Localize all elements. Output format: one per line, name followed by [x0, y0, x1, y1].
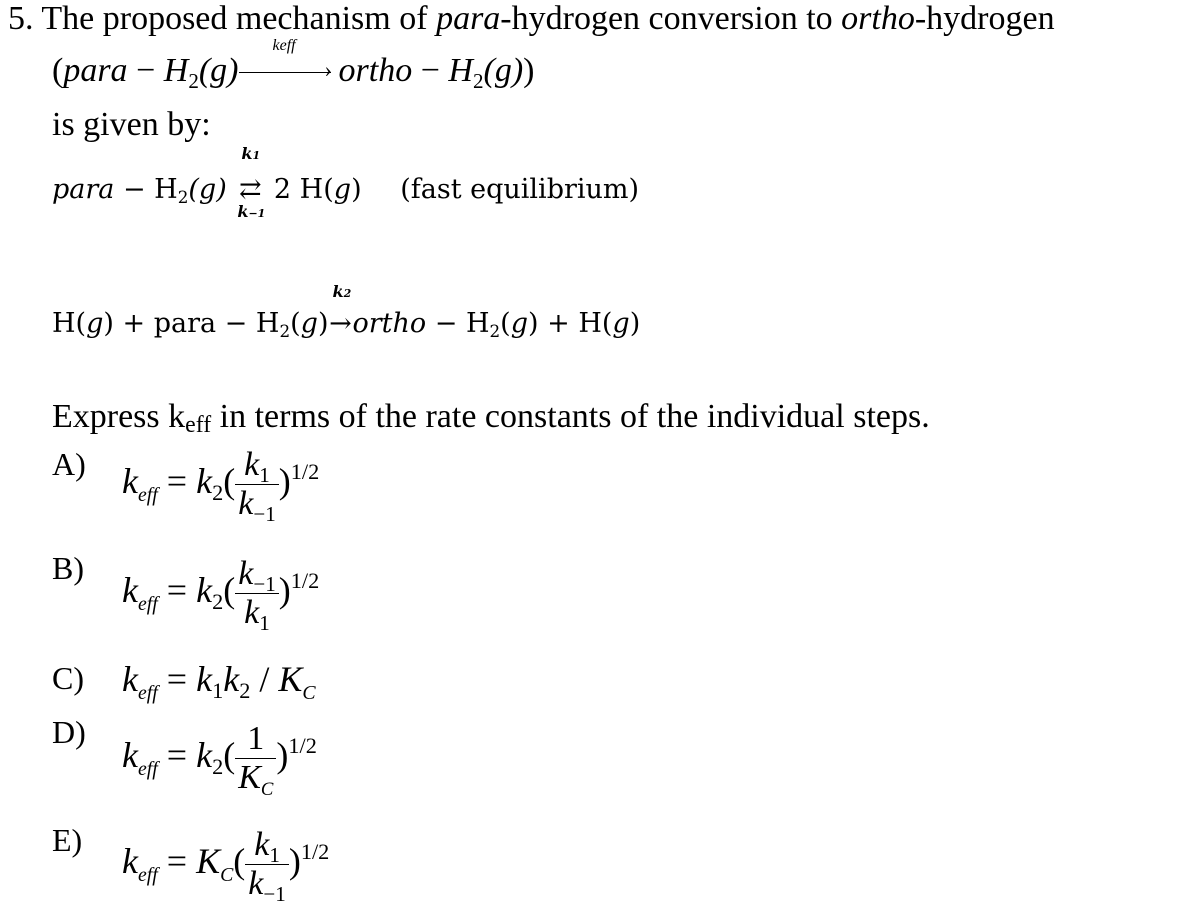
mechanism-step-2	[52, 282, 641, 342]
gas-4: g	[612, 308, 630, 339]
k-1-label: k−1	[237, 202, 266, 221]
gas-state-2: (g)	[483, 52, 524, 89]
gas-state: (g)	[188, 174, 227, 205]
ortho-label: ortho	[338, 52, 413, 89]
eff-subscript: eff	[185, 411, 212, 438]
question-line-1	[8, 0, 1055, 38]
subscript-2b: 2	[472, 68, 484, 93]
arrow-glyph: →	[329, 308, 352, 339]
equilibrium-arrow	[235, 144, 266, 221]
h-symbol-2: H	[448, 52, 473, 89]
subscript-2: 2	[188, 68, 199, 93]
overall-reaction	[52, 37, 535, 93]
paren-3: (	[500, 308, 511, 339]
para-word: para	[436, 0, 501, 37]
product-h2: − H	[426, 308, 490, 339]
product-subscript: 2	[489, 321, 501, 342]
question-text-2: -hydrogen conversion to	[500, 0, 842, 37]
option-b-label[interactable]: B)	[52, 550, 84, 586]
gas-3: g	[510, 308, 528, 339]
option-a-formula[interactable]: $k_{eff} = k2$( $\frac{k1}{k-1}$ )$^{1/2}$	[122, 446, 320, 526]
forward-arrow	[328, 282, 352, 339]
option-b-formula[interactable]: $k_{eff} = k2$( $\frac{k-1}{k1}$ )$^{1/2}$	[122, 555, 320, 635]
paren-close: )	[523, 52, 535, 89]
prompt-text-2: in terms of the rate constants of the individual steps.	[211, 398, 930, 435]
h2-label: − H	[114, 174, 178, 205]
k1-label: k1	[241, 144, 261, 163]
plus-para-h2: ) + para − H	[103, 308, 280, 339]
dash: −	[127, 52, 164, 89]
paren-close-4: )	[629, 308, 641, 339]
mechanism-step-1	[52, 144, 640, 221]
paren-open: (	[52, 52, 64, 89]
product-close: )	[351, 174, 362, 205]
option-e-label[interactable]: E)	[52, 822, 83, 858]
equilibrium-arrow-glyph: ⇄	[239, 174, 262, 205]
gas-state: (g)	[198, 52, 239, 89]
gas-2: g	[300, 308, 318, 339]
question-text-3: -hydrogen	[914, 0, 1055, 37]
para-label: para	[63, 52, 128, 89]
h-atom: H(	[52, 308, 87, 339]
option-e-formula[interactable]: $k_{eff} = K_C$( $\frac{k1}{k-1}$ )$^{1/2}$	[122, 826, 330, 906]
question-number: 5.	[8, 0, 34, 37]
ortho-word: ortho	[841, 0, 915, 37]
prompt-text: Express k	[52, 398, 186, 435]
reaction-arrow: keff ›	[239, 63, 339, 83]
option-d-formula[interactable]: $k_{eff} = k2$( $\frac{1}{K_C}$ )$^{1/2}$	[122, 720, 317, 801]
subscript: 2	[177, 187, 189, 208]
question-text: The proposed mechanism of	[41, 0, 437, 37]
paren: (	[290, 308, 301, 339]
option-c-label[interactable]: C)	[52, 660, 84, 696]
h-symbol: H	[163, 52, 189, 89]
product-gas: g	[333, 174, 352, 205]
fast-equilibrium-note: (fast equilibrium)	[400, 174, 640, 205]
dash-2: −	[412, 52, 449, 89]
option-a-label[interactable]: A)	[52, 446, 86, 482]
plus-h: ) + H(	[528, 308, 613, 339]
subscript: 2	[279, 321, 291, 342]
prompt-line	[52, 398, 930, 436]
product-2h: 2 H(	[265, 174, 334, 205]
given-by-line: is given by:	[52, 106, 211, 143]
option-d-label[interactable]: D)	[52, 714, 86, 750]
gas: g	[86, 308, 104, 339]
ortho-label-step2: ortho	[352, 308, 427, 339]
k2-label: k2	[332, 282, 352, 301]
paren-close: )	[317, 308, 329, 339]
keff-arrow-label: keff	[272, 37, 296, 55]
para-label-step1: para	[52, 174, 115, 205]
option-c-formula[interactable]: $k_{eff} = k1k2 / K_C$	[122, 659, 316, 704]
